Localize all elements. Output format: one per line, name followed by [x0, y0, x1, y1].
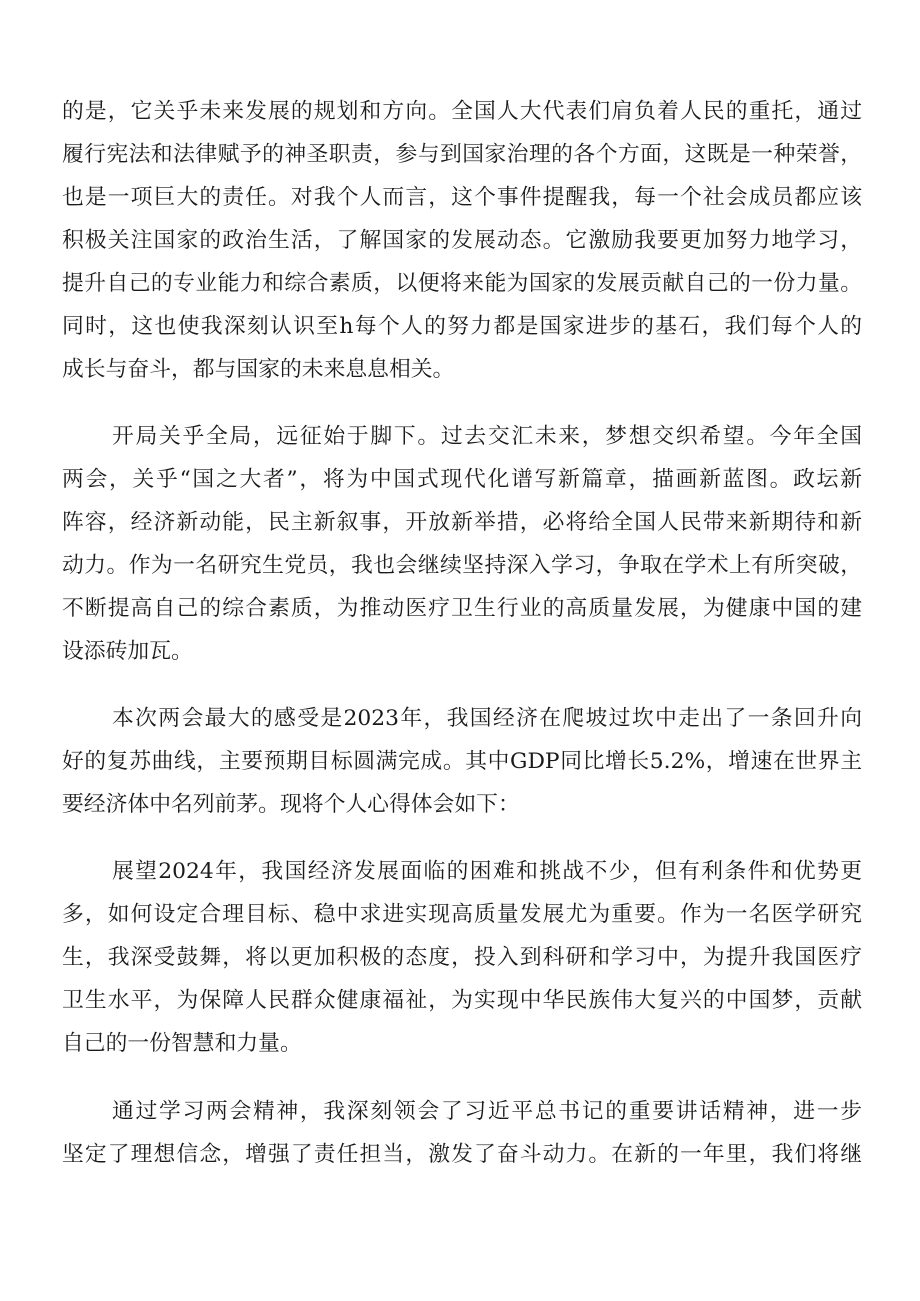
paragraph-1-line-5: 提升自己的专业能力和综合素质，以便将来能为国家的发展贡献自己的一份力量。	[62, 271, 862, 296]
paragraph-4-line-1: 展望2024年，我国经济发展面临的困难和挑战不少，但有利条件和优势更	[112, 859, 862, 884]
paragraph-1-line-1: 的是，它关乎未来发展的规划和方向。全国人大代表们肩负着人民的重托，通过	[62, 99, 862, 124]
paragraph-5-line-1: 通过学习两会精神，我深刻领会了习近平总书记的重要讲话精神，进一步	[112, 1099, 862, 1124]
paragraph-2-line-2: 两会，关乎“国之大者”，将为中国式现代化谱写新篇章，描画新蓝图。政坛新	[62, 467, 862, 492]
paragraph-1-line-2: 履行宪法和法律赋予的神圣职责，参与到国家治理的各个方面，这既是一种荣誉，	[62, 142, 862, 167]
paragraph-3-line-1: 本次两会最大的感受是2023年，我国经济在爬坡过坎中走出了一条回升向	[112, 706, 862, 731]
paragraph-2-line-4: 动力。作为一名研究生党员，我也会继续坚持深入学习，争取在学术上有所突破，	[62, 553, 862, 578]
paragraph-4-line-4: 卫生水平，为保障人民群众健康福祉，为实现中华民族伟大复兴的中国梦，贡献	[62, 988, 862, 1013]
paragraph-1-line-4: 积极关注国家的政治生活，了解国家的发展动态。它激励我要更加努力地学习，	[62, 228, 862, 253]
paragraph-3-line-3: 要经济体中名列前茅。现将个人心得体会如下：	[62, 792, 520, 817]
paragraph-1-line-7: 成长与奋斗，都与国家的未来息息相关。	[62, 357, 455, 382]
paragraph-4-line-2: 多，如何设定合理目标、稳中求进实现高质量发展尤为重要。作为一名医学研究	[62, 902, 862, 927]
paragraph-2-line-1: 开局关乎全局，远征始于脚下。过去交汇未来，梦想交织希望。今年全国	[112, 424, 862, 449]
paragraph-4-line-5: 自己的一份智慧和力量。	[62, 1031, 302, 1056]
paragraph-5-line-2: 坚定了理想信念，增强了责任担当，激发了奋斗动力。在新的一年里，我们将继	[62, 1142, 862, 1167]
paragraph-1-line-3: 也是一项巨大的责任。对我个人而言，这个事件提醒我，每一个社会成员都应该	[62, 185, 862, 210]
paragraph-2-line-6: 设添砖加瓦。	[62, 639, 193, 664]
paragraph-2-line-5: 不断提高自己的综合素质，为推动医疗卫生行业的高质量发展，为健康中国的建	[62, 596, 862, 621]
paragraph-2-line-3: 阵容，经济新动能，民主新叙事，开放新举措，必将给全国人民带来新期待和新	[62, 510, 862, 535]
paragraph-3-line-2: 好的复苏曲线，主要预期目标圆满完成。其中GDP同比增长5.2%，增速在世界主	[62, 749, 862, 774]
paragraph-4-line-3: 生，我深受鼓舞，将以更加积极的态度，投入到科研和学习中，为提升我国医疗	[62, 945, 862, 970]
paragraph-1-line-6: 同时，这也使我深刻认识至h每个人的努力都是国家进步的基石，我们每个人的	[62, 314, 862, 339]
